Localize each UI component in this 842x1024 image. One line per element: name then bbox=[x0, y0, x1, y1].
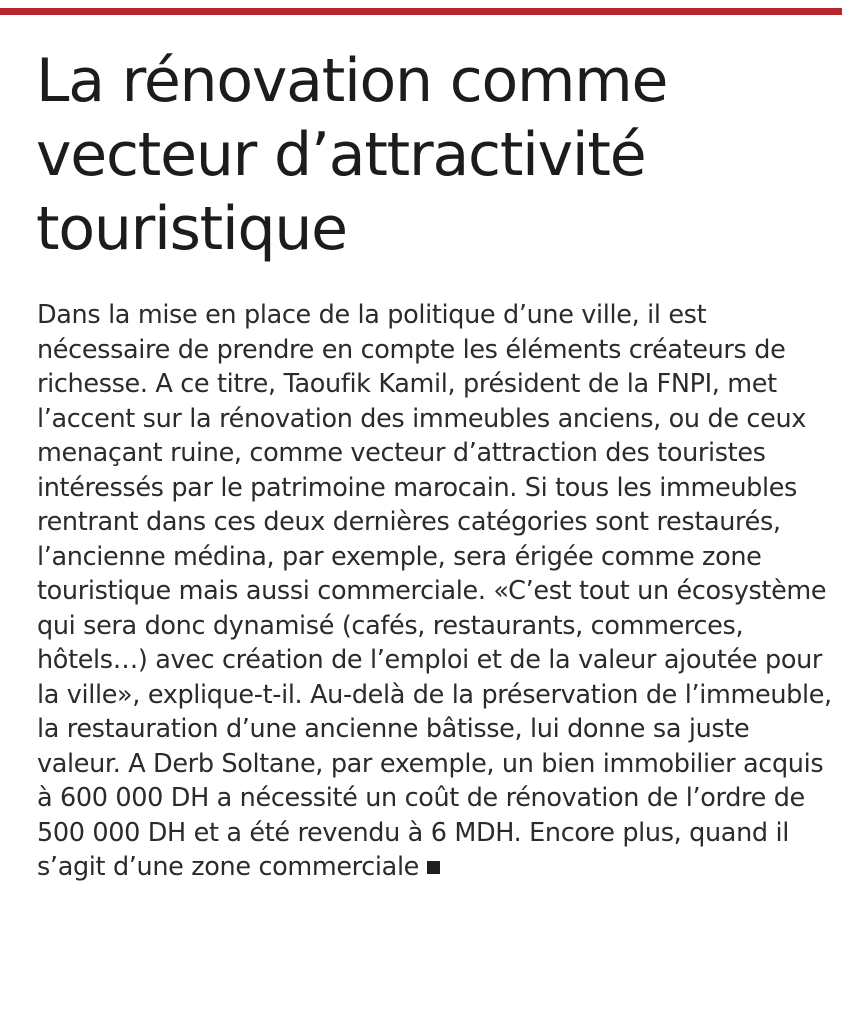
article-body-text: Dans la mise en place de la politique d’une ville, il est nécessaire de prendre en compte les éléments créateurs de richesse. A ce titre, Taoufik Kamil, président de la FNPI, met l’accent sur la rénovation des immeubles anciens, ou de ceux menaçant ruine, comme vecteur d’attraction des touristes intéressés par le patrimoine marocain. Si tous les immeubles rentrant dans ces deux dernières catégories sont restaurés, l’ancienne médina, par exemple, sera érigée comme zone touristique mais aussi commerciale. «C’est tout un écosystème qui sera donc dynamisé (cafés, restaurants, commerces, hôtels…) avec création de l’emploi et de la valeur ajoutée pour la ville», explique-t-il. Au-delà de la préservation de l’immeuble, la restauration d’une ancienne bâtisse, lui donne sa juste valeur. A Derb Soltane, par exemple, un bien immobilier acquis à 600 000 DH a nécessité un coût de rénovation de l’ordre de 500 000 DH et a été revendu à 6 MDH. Encore plus, quand il s’agit d’une zone commerciale bbox=[37, 300, 832, 882]
article bbox=[36, 44, 836, 885]
end-of-article-square-icon bbox=[427, 861, 440, 874]
article-body bbox=[37, 298, 836, 885]
article-title: La rénovation comme vecteur d’attractivité touristique bbox=[36, 46, 668, 264]
top-accent-rule bbox=[0, 8, 842, 15]
